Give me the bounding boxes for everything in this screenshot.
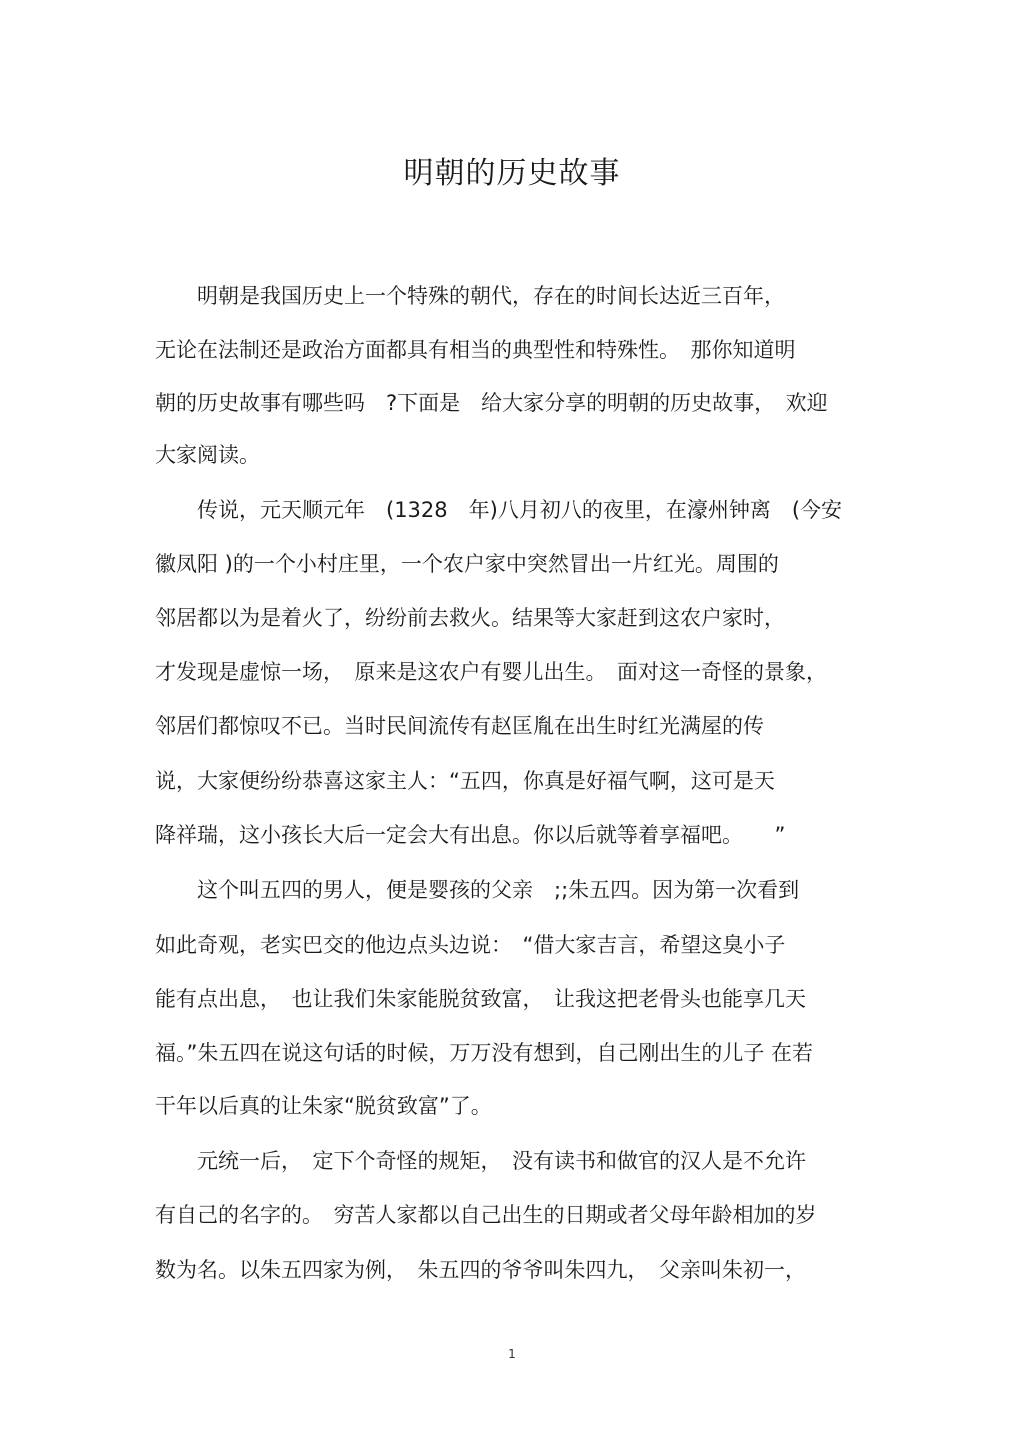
- text-line: 有自己的名字的。 穷苦人家都以自己出生的日期或者父母年龄相加的岁: [155, 1203, 817, 1227]
- text-line: 如此奇观，老实巴交的他边点头边说： “借大家吉言，希望这臭小子: [155, 933, 786, 957]
- text-line: 元统一后， 定下个奇怪的规矩， 没有读书和做官的汉人是不允许: [155, 1149, 806, 1173]
- text-line: 大家阅读。: [155, 443, 260, 467]
- text-line: 这个叫五四的男人，便是婴孩的父亲 ;;朱五四。因为第一次看到: [155, 878, 800, 902]
- text-line: 福。”朱五四在说这句话的时候，万万没有想到，自己刚出生的儿子 在若: [155, 1041, 814, 1065]
- text-line: 徽凤阳 )的一个小村庄里，一个农户家中突然冒出一片红光。周围的: [155, 552, 779, 576]
- text-line: 降祥瑞，这小孩长大后一定会大有出息。你以后就等着享福吧。 ”: [155, 823, 786, 847]
- page-number: 1: [508, 1347, 516, 1361]
- text-line: 能有点出息， 也让我们朱家能脱贫致富， 让我这把老骨头也能享几天: [155, 987, 806, 1011]
- text-line: 邻居们都惊叹不已。当时民间流传有赵匡胤在出生时红光满屋的传: [155, 714, 764, 738]
- text-line: 干年以后真的让朱家“脱贫致富”了。: [155, 1094, 492, 1118]
- text-line: 明朝是我国历史上一个特殊的朝代，存在的时间长达近三百年，: [155, 284, 785, 308]
- text-line: 无论在法制还是政治方面都具有相当的典型性和特殊性。 那你知道明: [155, 338, 796, 362]
- text-line: 邻居都以为是着火了，纷纷前去救火。结果等大家赶到这农户家时，: [155, 606, 785, 630]
- text-line: 才发现是虚惊一场， 原来是这农户有婴儿出生。 面对这一奇怪的景象，: [155, 660, 827, 684]
- text-line: 数为名。以朱五四家为例， 朱五四的爷爷叫朱四九， 父亲叫朱初一，: [155, 1258, 806, 1282]
- text-line: 传说，元天顺元年 (1328 年)八月初八的夜里，在濠州钟离 (今安: [155, 498, 843, 522]
- text-line: 朝的历史故事有哪些吗 ?下面是 给大家分享的明朝的历史故事， 欢迎: [155, 391, 828, 415]
- page-title: 明朝的历史故事: [403, 156, 621, 191]
- text-line: 说，大家便纷纷恭喜这家主人：“五四，你真是好福气啊，这可是天: [155, 769, 775, 793]
